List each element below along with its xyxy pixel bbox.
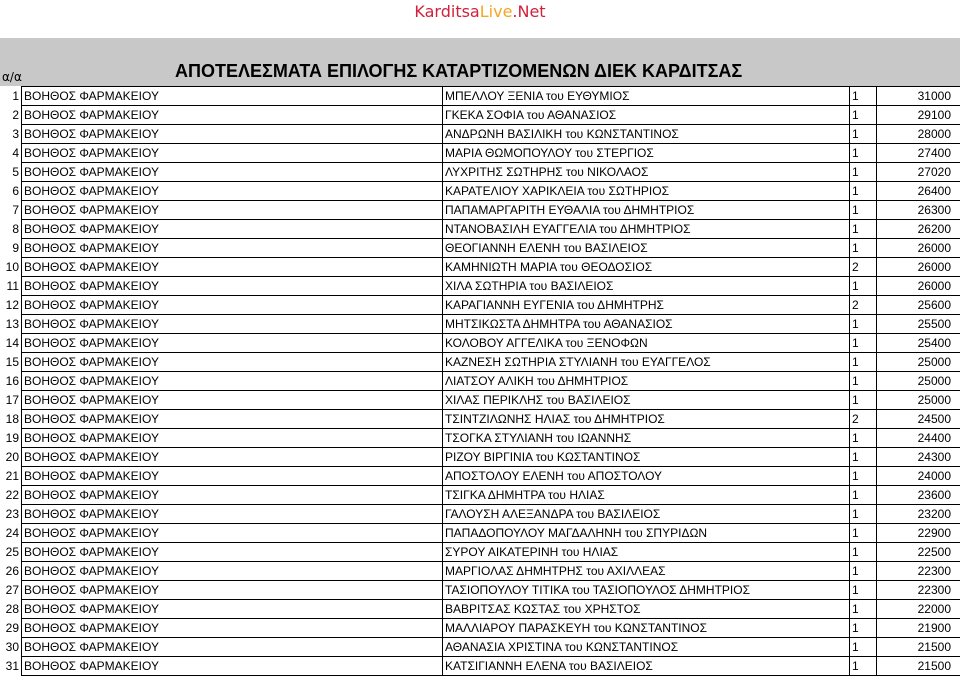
row-number: 8 [12,222,19,236]
candidate-name-cell: ΠΑΠΑΜΑΡΓΑΡΙΤΗ ΕΥΘΑΛΙΑ του ΔΗΜΗΤΡΙΟΣ [443,201,850,220]
score-cell: 25600 [877,296,960,315]
row-number: 10 [5,260,19,274]
candidate-name-cell: ΑΠΟΣΤΟΛΟΥ ΕΛΕΝΗ του ΑΠΟΣΤΟΛΟΥ [443,467,850,486]
specialty-cell: ΒΟΗΘΟΣ ΦΑΡΜΑΚΕΙΟΥ [22,657,443,676]
row-number: 26 [5,564,19,578]
specialty-cell: ΒΟΗΘΟΣ ΦΑΡΜΑΚΕΙΟΥ [22,429,443,448]
candidate-name-cell: ΒΑΒΡΙΤΣΑΣ ΚΩΣΤΑΣ του ΧΡΗΣΤΟΣ [443,600,850,619]
row-number: 27 [5,583,19,597]
quota-cell: 1 [850,429,877,448]
specialty-cell: ΒΟΗΘΟΣ ΦΑΡΜΑΚΕΙΟΥ [22,163,443,182]
score-cell: 22000 [877,600,960,619]
table-row [0,429,960,448]
quota-cell: 1 [850,334,877,353]
table-row [0,182,960,201]
table-row [0,239,960,258]
row-number: 15 [5,355,19,369]
row-number: 3 [12,127,19,141]
score-cell: 25000 [877,372,960,391]
specialty-cell: ΒΟΗΘΟΣ ΦΑΡΜΑΚΕΙΟΥ [22,600,443,619]
candidate-name-cell: ΠΑΠΑΔΟΠΟΥΛΟΥ ΜΑΓΔΑΛΗΝΗ του ΣΠΥΡΙΔΩΝ [443,524,850,543]
specialty-cell: ΒΟΗΘΟΣ ΦΑΡΜΑΚΕΙΟΥ [22,296,443,315]
row-number: 12 [5,298,19,312]
score-cell: 25000 [877,391,960,410]
table-row [0,600,960,619]
specialty-cell: ΒΟΗΘΟΣ ΦΑΡΜΑΚΕΙΟΥ [22,277,443,296]
quota-cell: 1 [850,106,877,125]
table-row [0,296,960,315]
score-cell: 22900 [877,524,960,543]
specialty-cell: ΒΟΗΘΟΣ ΦΑΡΜΑΚΕΙΟΥ [22,467,443,486]
specialty-cell: ΒΟΗΘΟΣ ΦΑΡΜΑΚΕΙΟΥ [22,334,443,353]
quota-cell: 1 [850,220,877,239]
score-cell: 26000 [877,277,960,296]
candidate-name-cell: ΝΤΑΝΟΒΑΣΙΛΗ ΕΥΑΓΓΕΛΙΑ του ΔΗΜΗΤΡΙΟΣ [443,220,850,239]
site-watermark [0,2,960,21]
candidate-name-cell: ΣΥΡΟΥ ΑΙΚΑΤΕΡΙΝΗ του ΗΛΙΑΣ [443,543,850,562]
score-cell: 21500 [877,657,960,676]
candidate-name-cell: ΧΙΛΑ ΣΩΤΗΡΙΑ του ΒΑΣΙΛΕΙΟΣ [443,277,850,296]
quota-cell: 1 [850,315,877,334]
table-row [0,448,960,467]
row-number: 22 [5,488,19,502]
quota-cell: 2 [850,258,877,277]
row-number: 24 [5,526,19,540]
specialty-cell: ΒΟΗΘΟΣ ΦΑΡΜΑΚΕΙΟΥ [22,543,443,562]
table-row [0,258,960,277]
table-row [0,391,960,410]
candidate-name-cell: ΓΚΕΚΑ ΣΟΦΙΑ του ΑΘΑΝΑΣΙΟΣ [443,106,850,125]
candidate-name-cell: ΜΑΡΓΙΟΛΑΣ ΔΗΜΗΤΡΗΣ του ΑΧΙΛΛΕΑΣ [443,562,850,581]
table-row [0,163,960,182]
table-row [0,277,960,296]
specialty-cell: ΒΟΗΘΟΣ ΦΑΡΜΑΚΕΙΟΥ [22,106,443,125]
candidate-name-cell: ΛΥΧΡΙΤΗΣ ΣΩΤΗΡΗΣ του ΝΙΚΟΛΑΟΣ [443,163,850,182]
results-table-body [0,87,960,676]
score-cell: 21900 [877,619,960,638]
score-cell: 23600 [877,486,960,505]
candidate-name-cell: ΓΑΛΟΥΣΗ ΑΛΕΞΑΝΔΡΑ του ΒΑΣΙΛΕΙΟΣ [443,505,850,524]
quota-cell: 1 [850,391,877,410]
specialty-cell: ΒΟΗΘΟΣ ΦΑΡΜΑΚΕΙΟΥ [22,448,443,467]
watermark-part-2: Live [479,2,513,21]
specialty-cell: ΒΟΗΘΟΣ ΦΑΡΜΑΚΕΙΟΥ [22,201,443,220]
score-cell: 26000 [877,258,960,277]
table-row [0,505,960,524]
score-cell: 25000 [877,353,960,372]
score-cell: 21500 [877,638,960,657]
row-number: 6 [12,184,19,198]
specialty-cell: ΒΟΗΘΟΣ ΦΑΡΜΑΚΕΙΟΥ [22,258,443,277]
quota-cell: 1 [850,505,877,524]
candidate-name-cell: ΚΑΖΝΕΣΗ ΣΩΤΗΡΙΑ ΣΤΥΛΙΑΝΗ του ΕΥΑΓΓΕΛΟΣ [443,353,850,372]
score-cell: 24000 [877,467,960,486]
table-row [0,87,960,106]
specialty-cell: ΒΟΗΘΟΣ ΦΑΡΜΑΚΕΙΟΥ [22,353,443,372]
quota-cell: 1 [850,163,877,182]
watermark-part-1: Karditsa [414,2,480,21]
quota-cell: 1 [850,372,877,391]
quota-cell: 1 [850,239,877,258]
table-row [0,353,960,372]
table-row [0,315,960,334]
score-cell: 31000 [877,87,960,106]
table-row [0,372,960,391]
page-title: ΑΠΟΤΕΛΕΣΜΑΤΑ ΕΠΙΛΟΓΗΣ ΚΑΤΑΡΤΙΖΟΜΕΝΩΝ ΔΙΕΚ ΚΑΡΔΙΤΣΑΣ [175,61,743,81]
candidate-name-cell: ΑΝΔΡΩΝΗ ΒΑΣΙΛΙΚΗ του ΚΩΝΣΤΑΝΤΙΝΟΣ [443,125,850,144]
specialty-cell: ΒΟΗΘΟΣ ΦΑΡΜΑΚΕΙΟΥ [22,505,443,524]
quota-cell: 1 [850,524,877,543]
row-number: 16 [5,374,19,388]
table-row [0,467,960,486]
table-row [0,201,960,220]
score-cell: 23200 [877,505,960,524]
row-number: 17 [5,393,19,407]
row-number: 5 [12,165,19,179]
row-number: 30 [5,640,19,654]
candidate-name-cell: ΚΟΛΟΒΟΥ ΑΓΓΕΛΙΚΑ του ΞΕΝΟΦΩΝ [443,334,850,353]
results-table [0,86,960,676]
quota-cell: 1 [850,638,877,657]
candidate-name-cell: ΧΙΛΑΣ ΠΕΡΙΚΛΗΣ του ΒΑΣΙΛΕΙΟΣ [443,391,850,410]
specialty-cell: ΒΟΗΘΟΣ ΦΑΡΜΑΚΕΙΟΥ [22,410,443,429]
score-cell: 26300 [877,201,960,220]
quota-cell: 1 [850,581,877,600]
row-number: 25 [5,545,19,559]
row-number: 28 [5,602,19,616]
score-cell: 25400 [877,334,960,353]
quota-cell: 1 [850,353,877,372]
table-row [0,125,960,144]
candidate-name-cell: ΚΑΡΑΤΕΛΙΟΥ ΧΑΡΙΚΛΕΙΑ του ΣΩΤΗΡΙΟΣ [443,182,850,201]
candidate-name-cell: ΤΣΙΝΤΖΙΛΩΝΗΣ ΗΛΙΑΣ του ΔΗΜΗΤΡΙΟΣ [443,410,850,429]
row-number: 20 [5,450,19,464]
score-cell: 27400 [877,144,960,163]
specialty-cell: ΒΟΗΘΟΣ ΦΑΡΜΑΚΕΙΟΥ [22,315,443,334]
quota-cell: 1 [850,201,877,220]
score-cell: 24500 [877,410,960,429]
table-row [0,410,960,429]
score-cell: 26000 [877,239,960,258]
candidate-name-cell: ΤΑΣΙΟΠΟΥΛΟΥ ΤΙΤΙΚΑ του ΤΑΣΙΟΠΟΥΛΟΣ ΔΗΜΗΤΡΙΟΣ [443,581,850,600]
quota-cell: 1 [850,543,877,562]
score-cell: 27020 [877,163,960,182]
quota-cell: 2 [850,410,877,429]
row-number: 9 [12,241,19,255]
row-number: 18 [5,412,19,426]
quota-cell: 1 [850,277,877,296]
score-cell: 24400 [877,429,960,448]
header-band [0,38,960,86]
specialty-cell: ΒΟΗΘΟΣ ΦΑΡΜΑΚΕΙΟΥ [22,220,443,239]
quota-cell: 1 [850,486,877,505]
quota-cell: 1 [850,562,877,581]
specialty-cell: ΒΟΗΘΟΣ ΦΑΡΜΑΚΕΙΟΥ [22,486,443,505]
candidate-name-cell: ΑΘΑΝΑΣΙΑ ΧΡΙΣΤΙΝΑ του ΚΩΝΣΤΑΝΤΙΝΟΣ [443,638,850,657]
score-cell: 22500 [877,543,960,562]
candidate-name-cell: ΚΑΜΗΝΙΩΤΗ ΜΑΡΙΑ του ΘΕΟΔΟΣΙΟΣ [443,258,850,277]
row-number: 4 [12,146,19,160]
score-cell: 26400 [877,182,960,201]
candidate-name-cell: ΘΕΟΓΙΑΝΝΗ ΕΛΕΝΗ του ΒΑΣΙΛΕΙΟΣ [443,239,850,258]
specialty-cell: ΒΟΗΘΟΣ ΦΑΡΜΑΚΕΙΟΥ [22,87,443,106]
table-row [0,524,960,543]
specialty-cell: ΒΟΗΘΟΣ ΦΑΡΜΑΚΕΙΟΥ [22,144,443,163]
results-sheet [0,38,960,677]
quota-cell: 1 [850,144,877,163]
row-number: 7 [12,203,19,217]
candidate-name-cell: ΜΑΡΙΑ ΘΩΜΟΠΟΥΛΟΥ του ΣΤΕΡΓΙΟΣ [443,144,850,163]
score-cell: 24300 [877,448,960,467]
table-row [0,106,960,125]
specialty-cell: ΒΟΗΘΟΣ ΦΑΡΜΑΚΕΙΟΥ [22,372,443,391]
candidate-name-cell: ΚΑΡΑΓΙΑΝΝΗ ΕΥΓΕΝΙΑ του ΔΗΜΗΤΡΗΣ [443,296,850,315]
score-cell: 22300 [877,581,960,600]
candidate-name-cell: ΜΗΤΣΙΚΩΣΤΑ ΔΗΜΗΤΡΑ του ΑΘΑΝΑΣΙΟΣ [443,315,850,334]
table-row [0,543,960,562]
candidate-name-cell: ΛΙΑΤΣΟΥ ΑΛΙΚΗ του ΔΗΜΗΤΡΙΟΣ [443,372,850,391]
candidate-name-cell: ΜΠΕΛΛΟΥ ΞΕΝΙΑ του ΕΥΘΥΜΙΟΣ [443,87,850,106]
specialty-cell: ΒΟΗΘΟΣ ΦΑΡΜΑΚΕΙΟΥ [22,182,443,201]
table-row [0,619,960,638]
score-cell: 22300 [877,562,960,581]
specialty-cell: ΒΟΗΘΟΣ ΦΑΡΜΑΚΕΙΟΥ [22,581,443,600]
specialty-cell: ΒΟΗΘΟΣ ΦΑΡΜΑΚΕΙΟΥ [22,638,443,657]
score-cell: 29100 [877,106,960,125]
table-row [0,220,960,239]
table-row [0,562,960,581]
table-row [0,144,960,163]
row-number: 21 [5,469,19,483]
table-row [0,486,960,505]
row-number: 2 [12,108,19,122]
candidate-name-cell: ΜΑΛΛΙΑΡΟΥ ΠΑΡΑΣΚΕΥΗ του ΚΩΝΣΤΑΝΤΙΝΟΣ [443,619,850,638]
specialty-cell: ΒΟΗΘΟΣ ΦΑΡΜΑΚΕΙΟΥ [22,619,443,638]
candidate-name-cell: ΤΣΙΓΚΑ ΔΗΜΗΤΡΑ του ΗΛΙΑΣ [443,486,850,505]
row-number: 1 [12,89,19,103]
specialty-cell: ΒΟΗΘΟΣ ΦΑΡΜΑΚΕΙΟΥ [22,125,443,144]
quota-cell: 1 [850,619,877,638]
quota-cell: 1 [850,467,877,486]
candidate-name-cell: ΚΑΤΣΙΓΙΑΝΝΗ ΕΛΕΝΑ του ΒΑΣΙΛΕΙΟΣ [443,657,850,676]
table-row [0,581,960,600]
row-number: 31 [5,659,19,673]
quota-cell: 1 [850,448,877,467]
row-number: 13 [5,317,19,331]
candidate-name-cell: ΤΣΟΓΚΑ ΣΤΥΛΙΑΝΗ του ΙΩΑΝΝΗΣ [443,429,850,448]
column-header-number: α/α [2,70,22,84]
quota-cell: 1 [850,600,877,619]
watermark-part-3: .Net [512,2,546,21]
candidate-name-cell: ΡΙΖΟΥ ΒΙΡΓΙΝΙΑ του ΚΩΣΤΑΝΤΙΝΟΣ [443,448,850,467]
specialty-cell: ΒΟΗΘΟΣ ΦΑΡΜΑΚΕΙΟΥ [22,239,443,258]
specialty-cell: ΒΟΗΘΟΣ ΦΑΡΜΑΚΕΙΟΥ [22,562,443,581]
row-number: 14 [5,336,19,350]
quota-cell: 1 [850,182,877,201]
specialty-cell: ΒΟΗΘΟΣ ΦΑΡΜΑΚΕΙΟΥ [22,391,443,410]
score-cell: 25500 [877,315,960,334]
row-number: 23 [5,507,19,521]
quota-cell: 1 [850,657,877,676]
table-row [0,334,960,353]
score-cell: 26200 [877,220,960,239]
specialty-cell: ΒΟΗΘΟΣ ΦΑΡΜΑΚΕΙΟΥ [22,524,443,543]
table-row [0,657,960,676]
quota-cell: 1 [850,125,877,144]
row-number: 19 [5,431,19,445]
row-number: 29 [5,621,19,635]
quota-cell: 1 [850,87,877,106]
table-row [0,638,960,657]
quota-cell: 2 [850,296,877,315]
row-number: 11 [6,279,19,293]
score-cell: 28000 [877,125,960,144]
